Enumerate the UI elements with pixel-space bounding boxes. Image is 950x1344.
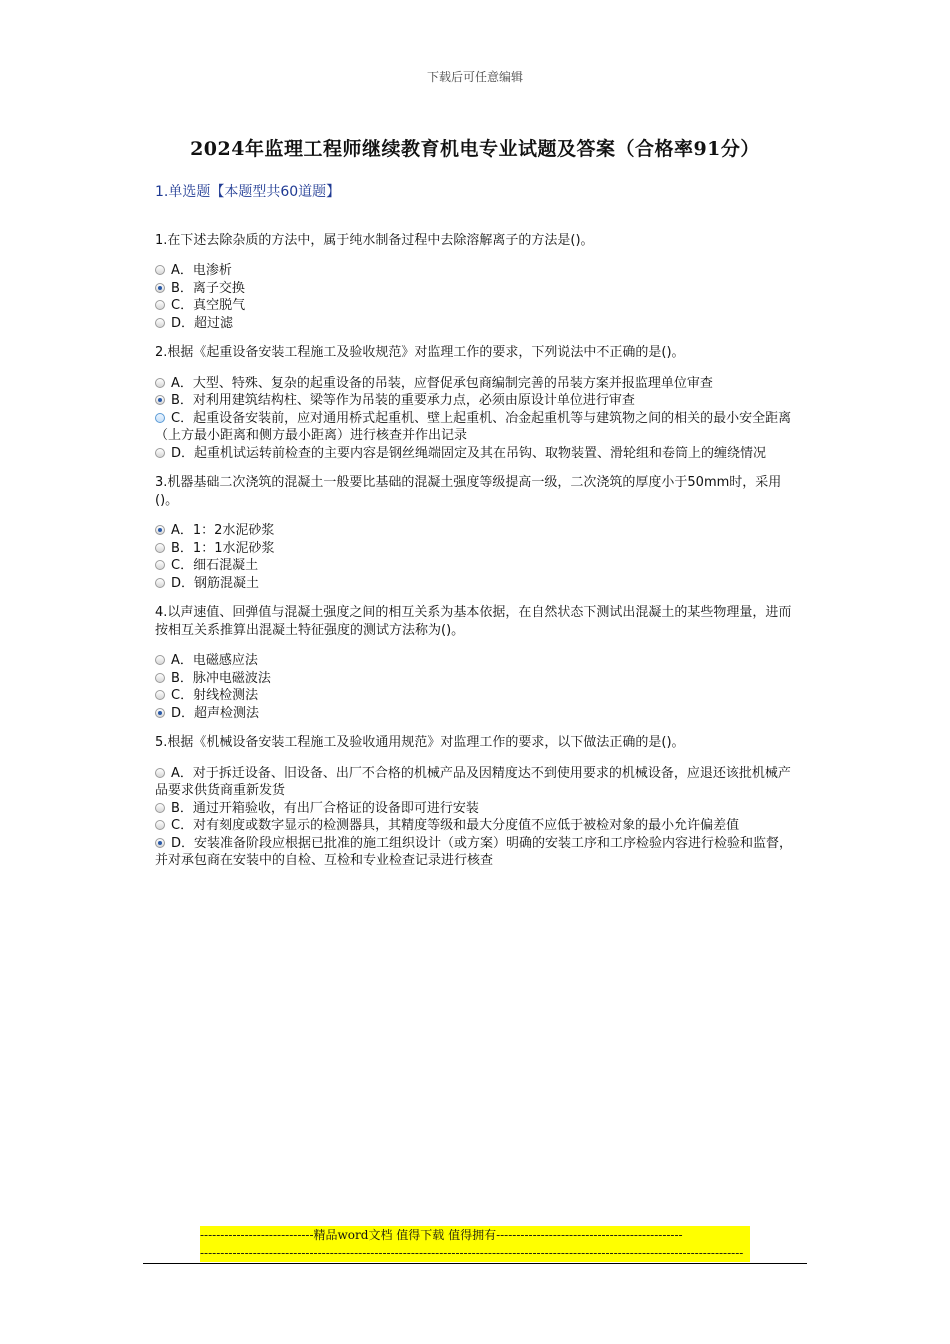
- question-text: 1.在下述去除杂质的方法中，属于纯水制备过程中去除溶解离子的方法是()。: [155, 232, 594, 248]
- option-d[interactable]: D．起重机试运转前检查的主要内容是钢丝绳端固定及其在吊钩、取物装置、滑轮组和卷筒上的缠绕情况: [155, 445, 795, 463]
- radio-checked-icon[interactable]: [155, 283, 165, 293]
- radio-icon[interactable]: [155, 673, 165, 683]
- option-d[interactable]: D．钢筋混凝土: [155, 575, 795, 593]
- header-note: 下载后可任意编辑: [426, 70, 523, 84]
- radio-icon[interactable]: [155, 655, 165, 665]
- footer-banner: [200, 1226, 750, 1262]
- radio-focused-icon[interactable]: [155, 413, 165, 423]
- option-c[interactable]: C．对有刻度或数字显示的检测器具，其精度等级和最大分度值不应低于被检对象的最小允许偏差值: [155, 817, 795, 835]
- option-c[interactable]: C．细石混凝土: [155, 557, 795, 575]
- question-5: [155, 734, 795, 870]
- option-a[interactable]: A．电渗析: [155, 262, 795, 280]
- option-d[interactable]: D．安装准备阶段应根据已批准的施工组织设计（或方案）明确的安装工序和工序检验内容进行检验和监督，并对承包商在安装中的自检、互检和专业检查记录进行核查: [155, 835, 793, 868]
- option-c[interactable]: C．真空脱气: [155, 297, 795, 315]
- quiz-content: [155, 184, 795, 882]
- option-a[interactable]: A．电磁感应法: [155, 652, 795, 670]
- option-a[interactable]: A．对于拆迁设备、旧设备、出厂不合格的机械产品及因精度达不到使用要求的机械设备，应退还该批机械产品要求供货商重新发货: [155, 765, 791, 798]
- footer-line-1: ----------------------------精品word文档 值得下载 值得拥有----------------------------------------------: [200, 1228, 683, 1242]
- question-4: [155, 604, 795, 722]
- section-heading: 1.单选题【本题型共60道题】: [155, 184, 341, 200]
- radio-checked-icon[interactable]: [155, 395, 165, 405]
- option-b[interactable]: B．对利用建筑结构柱、梁等作为吊装的重要承力点，必须由原设计单位进行审查: [155, 392, 795, 410]
- question-text: 5.根据《机械设备安装工程施工及验收通用规范》对监理工作的要求，以下做法正确的是()。: [155, 735, 685, 750]
- radio-checked-icon[interactable]: [155, 525, 165, 535]
- radio-icon[interactable]: [155, 768, 165, 778]
- radio-icon[interactable]: [155, 560, 165, 570]
- question-1: [155, 232, 795, 333]
- radio-icon[interactable]: [155, 578, 165, 588]
- option-c[interactable]: C．射线检测法: [155, 687, 795, 705]
- footer-line-2: --------------------------------------------------------------------------------------------------------------------------------------: [200, 1246, 744, 1260]
- question-2: [155, 344, 795, 462]
- question-text: 3.机器基础二次浇筑的混凝土一般要比基础的混凝土强度等级提高一级，二次浇筑的厚度小于50mm时，采用()。: [155, 475, 782, 508]
- radio-checked-icon[interactable]: [155, 708, 165, 718]
- option-a[interactable]: A．1：2水泥砂浆: [155, 522, 795, 540]
- option-b[interactable]: B．脉冲电磁波法: [155, 670, 795, 688]
- option-a[interactable]: A．大型、特殊、复杂的起重设备的吊装，应督促承包商编制完善的吊装方案并报监理单位审查: [155, 375, 795, 393]
- radio-icon[interactable]: [155, 803, 165, 813]
- question-text: 4.以声速值、回弹值与混凝土强度之间的相互关系为基本依据，在自然状态下测试出混凝土的某些物理量，进而按相互关系推算出混凝土特征强度的测试方法称为()。: [155, 605, 792, 638]
- footer-divider: [143, 1263, 807, 1264]
- radio-icon[interactable]: [155, 448, 165, 458]
- document-title: 2024年监理工程师继续教育机电专业试题及答案（合格率91分）: [190, 138, 760, 160]
- option-c[interactable]: C．起重设备安装前，应对通用桥式起重机、壁上起重机、冶金起重机等与建筑物之间的相关的最小安全距离（上方最小距离和侧方最小距离）进行核查并作出记录: [155, 410, 792, 443]
- radio-icon[interactable]: [155, 300, 165, 310]
- radio-icon[interactable]: [155, 820, 165, 830]
- option-b[interactable]: B．通过开箱验收，有出厂合格证的设备即可进行安装: [155, 800, 795, 818]
- radio-icon[interactable]: [155, 690, 165, 700]
- question-3: [155, 474, 795, 592]
- option-d[interactable]: D．超过滤: [155, 315, 795, 333]
- radio-checked-icon[interactable]: [155, 838, 165, 848]
- radio-icon[interactable]: [155, 378, 165, 388]
- option-b[interactable]: B．1：1水泥砂浆: [155, 540, 795, 558]
- option-d[interactable]: D．超声检测法: [155, 705, 795, 723]
- question-text: 2.根据《起重设备安装工程施工及验收规范》对监理工作的要求，下列说法中不正确的是()。: [155, 345, 685, 360]
- radio-icon[interactable]: [155, 265, 165, 275]
- radio-icon[interactable]: [155, 543, 165, 553]
- option-b[interactable]: B．离子交换: [155, 280, 795, 298]
- radio-icon[interactable]: [155, 318, 165, 328]
